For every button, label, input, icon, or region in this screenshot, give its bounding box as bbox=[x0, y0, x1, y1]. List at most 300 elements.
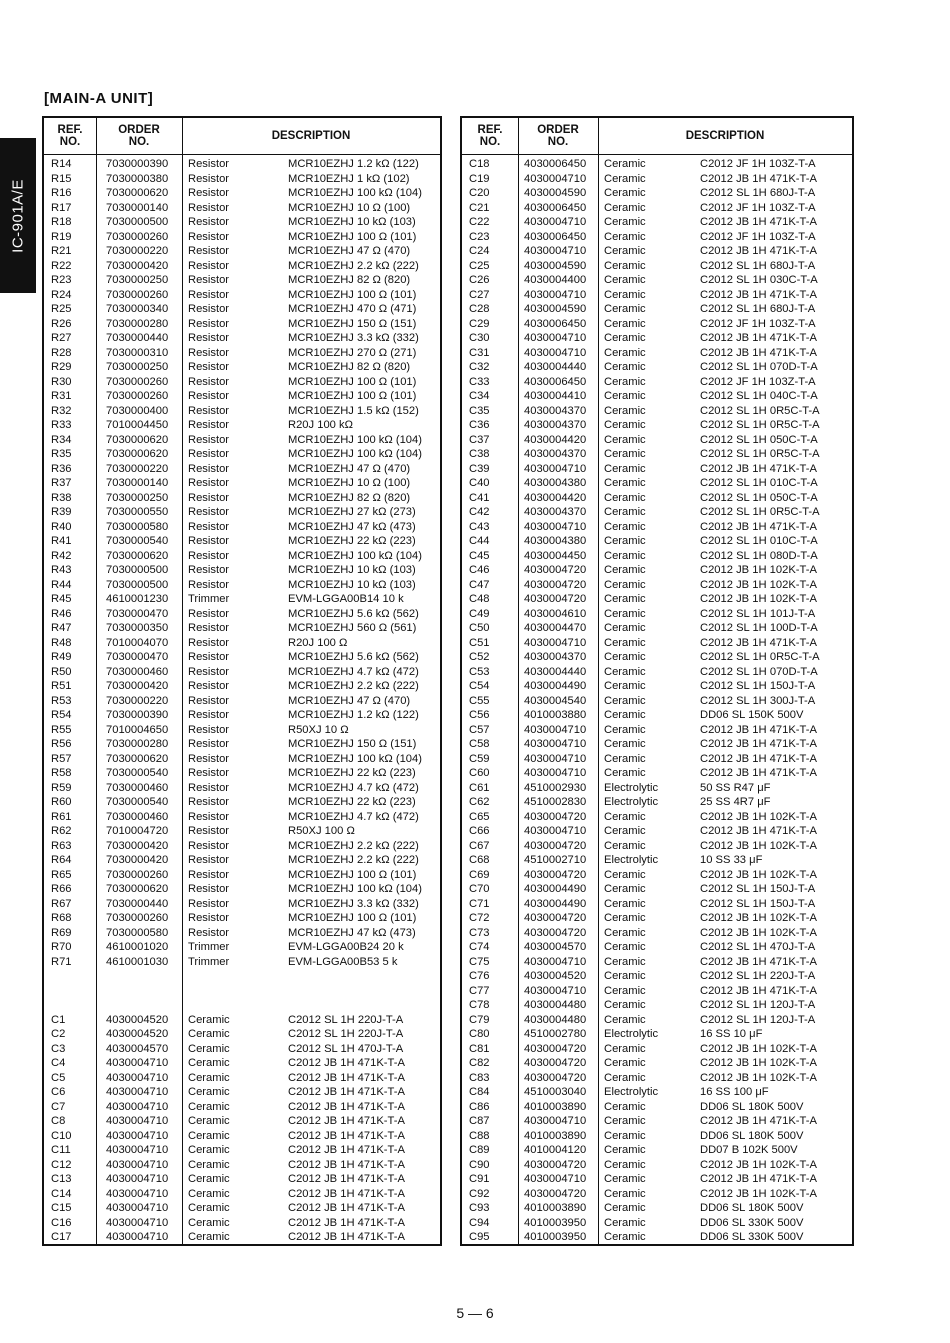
part-type: Resistor bbox=[188, 491, 230, 504]
part-spec: C2012 JB 1H 471K-T-A bbox=[700, 1173, 817, 1185]
part-spec: MCR10EZHJ 560 Ω (561) bbox=[288, 622, 417, 634]
part-type: Resistor bbox=[188, 245, 230, 257]
part-type: Ceramic bbox=[604, 216, 646, 228]
part-spec: C2012 SL 1H 040C-T-A bbox=[700, 390, 818, 402]
order-no: 7030000550 bbox=[106, 506, 169, 518]
table-row bbox=[44, 984, 440, 999]
table-row bbox=[44, 607, 440, 622]
part-type: Resistor bbox=[188, 897, 230, 910]
part-type: Resistor bbox=[188, 230, 230, 243]
order-no: 4030004590 bbox=[524, 259, 587, 272]
ref-no: R71 bbox=[51, 955, 72, 968]
table-row bbox=[44, 694, 440, 709]
ref-no: C26 bbox=[469, 274, 490, 286]
table-row bbox=[462, 607, 852, 622]
part-type: Resistor bbox=[188, 622, 230, 634]
part-spec: 50 SS R47 μF bbox=[700, 781, 771, 794]
order-no: 7030000140 bbox=[106, 201, 169, 214]
part-type: Resistor bbox=[188, 477, 230, 489]
order-no: 7030000350 bbox=[106, 622, 169, 634]
part-type: Ceramic bbox=[604, 926, 646, 939]
part-spec: MCR10EZHJ 1.2 kΩ (122) bbox=[288, 709, 419, 721]
table-row bbox=[462, 984, 852, 999]
part-spec: MCR10EZHJ 100 kΩ (104) bbox=[288, 448, 422, 460]
part-type: Ceramic bbox=[604, 709, 646, 721]
ref-no: C12 bbox=[51, 1158, 72, 1171]
part-type: Ceramic bbox=[604, 1042, 646, 1055]
order-no: 4030004720 bbox=[524, 810, 587, 823]
table-row bbox=[462, 302, 852, 317]
order-no: 4030004710 bbox=[524, 825, 587, 837]
table-row bbox=[462, 679, 852, 694]
part-type: Resistor bbox=[188, 607, 230, 620]
ref-no: R39 bbox=[51, 506, 72, 518]
table-row bbox=[44, 650, 440, 665]
part-spec: C2012 JB 1H 471K-T-A bbox=[700, 520, 817, 533]
part-spec: MCR10EZHJ 4.7 kΩ (472) bbox=[288, 781, 419, 794]
part-type: Ceramic bbox=[604, 477, 646, 489]
ref-no: C55 bbox=[469, 694, 490, 707]
table-row bbox=[462, 998, 852, 1013]
part-spec: DD06 SL 150K 500V bbox=[700, 709, 804, 721]
part-spec: C2012 JB 1H 471K-T-A bbox=[700, 346, 817, 359]
part-type: Ceramic bbox=[604, 230, 646, 243]
table-row bbox=[44, 259, 440, 274]
table-row bbox=[462, 1114, 852, 1129]
part-spec: C2012 JB 1H 102K-T-A bbox=[700, 926, 817, 939]
part-type: Resistor bbox=[188, 520, 230, 533]
ref-no: R41 bbox=[51, 535, 72, 547]
ref-no: R15 bbox=[51, 172, 72, 185]
part-type: Resistor bbox=[188, 187, 230, 199]
table-row bbox=[462, 563, 852, 578]
part-spec: C2012 SL 1H 070D-T-A bbox=[700, 665, 818, 678]
table-row bbox=[44, 404, 440, 419]
table-row bbox=[44, 505, 440, 520]
part-spec: C2012 SL 1H 680J-T-A bbox=[700, 303, 816, 315]
part-spec: C2012 JB 1H 102K-T-A bbox=[700, 593, 817, 605]
part-type: Resistor bbox=[188, 549, 230, 562]
order-no: 4030004710 bbox=[524, 520, 587, 533]
order-no: 4030004590 bbox=[524, 187, 587, 199]
table-row bbox=[44, 1158, 440, 1173]
order-no: 7030000500 bbox=[106, 564, 169, 576]
part-spec: MCR10EZHJ 1.5 kΩ (152) bbox=[288, 404, 419, 417]
part-spec: C2012 JB 1H 471K-T-A bbox=[288, 1173, 405, 1185]
part-type: Resistor bbox=[188, 375, 230, 388]
order-no: 4030004520 bbox=[106, 1028, 169, 1040]
order-no: 7030000260 bbox=[106, 375, 169, 388]
order-no: 7030000620 bbox=[106, 549, 169, 562]
ref-no: R22 bbox=[51, 259, 72, 272]
part-spec: MCR10EZHJ 1 kΩ (102) bbox=[288, 172, 410, 185]
ref-no: R32 bbox=[51, 404, 72, 417]
part-spec: C2012 SL 1H 680J-T-A bbox=[700, 187, 816, 199]
part-spec: MCR10EZHJ 10 kΩ (103) bbox=[288, 216, 416, 228]
table-row bbox=[44, 331, 440, 346]
ref-no: R28 bbox=[51, 346, 72, 359]
order-no: 7010004070 bbox=[106, 636, 169, 649]
table-row bbox=[44, 244, 440, 259]
order-no: 7010004450 bbox=[106, 419, 169, 431]
part-type: Ceramic bbox=[604, 984, 646, 997]
part-type: Resistor bbox=[188, 274, 230, 286]
part-type: Resistor bbox=[188, 361, 230, 373]
part-spec: MCR10EZHJ 150 Ω (151) bbox=[288, 738, 417, 750]
ref-no: C57 bbox=[469, 723, 490, 736]
part-type: Ceramic bbox=[604, 839, 646, 852]
part-type: Ceramic bbox=[604, 375, 646, 388]
part-spec: C2012 SL 1H 0R5C-T-A bbox=[700, 506, 820, 518]
order-no: 4510002830 bbox=[524, 796, 587, 808]
table-row bbox=[462, 636, 852, 651]
part-type: Resistor bbox=[188, 506, 230, 518]
order-no: 4030004710 bbox=[524, 1173, 587, 1185]
ref-no: C93 bbox=[469, 1202, 490, 1214]
part-spec: C2012 SL 1H 050C-T-A bbox=[700, 491, 818, 504]
part-spec: C2012 JB 1H 102K-T-A bbox=[700, 912, 817, 924]
part-type: Ceramic bbox=[188, 1202, 230, 1214]
order-no: 7030000620 bbox=[106, 433, 169, 446]
part-type: Ceramic bbox=[188, 1071, 230, 1084]
part-spec: C2012 SL 1H 150J-T-A bbox=[700, 883, 816, 895]
order-no: 7010004650 bbox=[106, 723, 169, 736]
table-row bbox=[44, 273, 440, 288]
part-spec: MCR10EZHJ 10 kΩ (103) bbox=[288, 578, 416, 591]
table-row bbox=[462, 940, 852, 955]
table-row bbox=[462, 186, 852, 201]
part-spec: C2012 JB 1H 471K-T-A bbox=[700, 288, 817, 301]
table-row bbox=[44, 868, 440, 883]
order-no: 7030000540 bbox=[106, 796, 169, 808]
table-row bbox=[44, 636, 440, 651]
table-row bbox=[462, 1042, 852, 1057]
part-spec: MCR10EZHJ 100 kΩ (104) bbox=[288, 752, 422, 765]
part-type: Resistor bbox=[188, 433, 230, 446]
table-row bbox=[44, 781, 440, 796]
part-type: Ceramic bbox=[604, 346, 646, 359]
order-no: 4030004370 bbox=[524, 651, 587, 663]
ref-no: C37 bbox=[469, 433, 490, 446]
part-spec: C2012 JB 1H 471K-T-A bbox=[700, 245, 817, 257]
ref-no: C82 bbox=[469, 1057, 490, 1069]
order-no: 7030000620 bbox=[106, 752, 169, 765]
part-type: Ceramic bbox=[604, 564, 646, 576]
table-row bbox=[44, 534, 440, 549]
table-row bbox=[44, 578, 440, 593]
part-type: Ceramic bbox=[604, 332, 646, 344]
ref-no: R70 bbox=[51, 941, 72, 953]
part-spec: C2012 JB 1H 471K-T-A bbox=[288, 1086, 405, 1098]
order-no: 4030004720 bbox=[524, 1187, 587, 1200]
part-spec: C2012 SL 1H 0R5C-T-A bbox=[700, 651, 820, 663]
part-spec: C2012 SL 1H 0R5C-T-A bbox=[700, 448, 820, 460]
order-no: 7030000220 bbox=[106, 462, 169, 475]
table-row bbox=[44, 288, 440, 303]
part-spec: C2012 SL 1H 470J-T-A bbox=[700, 941, 816, 953]
order-no: 7030000620 bbox=[106, 448, 169, 460]
part-type: Ceramic bbox=[604, 1216, 646, 1229]
part-type: Resistor bbox=[188, 781, 230, 794]
ref-no: C38 bbox=[469, 448, 490, 460]
header-description: DESCRIPTION bbox=[685, 130, 765, 142]
ref-no: R27 bbox=[51, 332, 72, 344]
part-type: Ceramic bbox=[604, 955, 646, 968]
ref-no: C84 bbox=[469, 1086, 490, 1098]
part-spec: C2012 SL 1H 101J-T-A bbox=[700, 607, 816, 620]
table-row bbox=[44, 940, 440, 955]
part-spec: MCR10EZHJ 2.2 kΩ (222) bbox=[288, 839, 419, 852]
ref-no: R63 bbox=[51, 839, 72, 852]
ref-no: C52 bbox=[469, 651, 490, 663]
part-type: Ceramic bbox=[188, 1231, 230, 1243]
part-spec: C2012 JB 1H 471K-T-A bbox=[700, 825, 817, 837]
part-spec: MCR10EZHJ 5.6 kΩ (562) bbox=[288, 607, 419, 620]
ref-no: R51 bbox=[51, 680, 72, 692]
ref-no: C66 bbox=[469, 825, 490, 837]
ref-no: R44 bbox=[51, 578, 72, 591]
ref-no: C8 bbox=[51, 1115, 66, 1127]
part-spec: MCR10EZHJ 100 kΩ (104) bbox=[288, 549, 422, 562]
part-spec: C2012 JB 1H 471K-T-A bbox=[700, 767, 817, 779]
part-type: Resistor bbox=[188, 259, 230, 272]
table-row bbox=[44, 389, 440, 404]
table-row bbox=[462, 520, 852, 535]
table-row bbox=[462, 781, 852, 796]
part-spec: MCR10EZHJ 4.7 kΩ (472) bbox=[288, 810, 419, 823]
table-row bbox=[44, 302, 440, 317]
order-no: 4030004710 bbox=[524, 1115, 587, 1127]
order-no: 7030000380 bbox=[106, 172, 169, 185]
order-no: 4010003890 bbox=[524, 1129, 587, 1142]
part-spec: C2012 SL 1H 010C-T-A bbox=[700, 477, 818, 489]
part-spec: MCR10EZHJ 270 Ω (271) bbox=[288, 346, 417, 359]
part-spec: C2012 SL 1H 120J-T-A bbox=[700, 1013, 816, 1026]
order-no: 4030004610 bbox=[524, 607, 587, 620]
ref-no: R55 bbox=[51, 723, 72, 736]
ref-no: C13 bbox=[51, 1173, 72, 1185]
part-spec: DD06 SL 330K 500V bbox=[700, 1231, 804, 1243]
part-spec: R50XJ 10 Ω bbox=[288, 723, 349, 736]
order-no: 4030004710 bbox=[524, 984, 587, 997]
header-order-no: ORDER NO. bbox=[118, 124, 160, 148]
table-row bbox=[44, 433, 440, 448]
part-spec: MCR10EZHJ 47 Ω (470) bbox=[288, 462, 411, 475]
ref-no: R29 bbox=[51, 361, 72, 373]
part-spec: C2012 JB 1H 471K-T-A bbox=[700, 752, 817, 765]
order-no: 7030000580 bbox=[106, 926, 169, 939]
order-no: 7030000260 bbox=[106, 868, 169, 881]
order-no: 4030004710 bbox=[106, 1231, 169, 1243]
ref-no: C78 bbox=[469, 999, 490, 1011]
part-type: Ceramic bbox=[604, 506, 646, 518]
part-spec: MCR10EZHJ 2.2 kΩ (222) bbox=[288, 259, 419, 272]
order-no: 4030004490 bbox=[524, 897, 587, 910]
table-row bbox=[44, 911, 440, 926]
table-row bbox=[462, 1172, 852, 1187]
ref-no: R19 bbox=[51, 230, 72, 243]
order-no: 4030004370 bbox=[524, 506, 587, 518]
table-row bbox=[462, 723, 852, 738]
part-spec: R50XJ 100 Ω bbox=[288, 825, 355, 837]
part-spec: C2012 JB 1H 471K-T-A bbox=[700, 1115, 817, 1127]
part-type: Ceramic bbox=[188, 1173, 230, 1185]
ref-no: C40 bbox=[469, 477, 490, 489]
ref-no: C47 bbox=[469, 578, 490, 591]
table-row bbox=[462, 694, 852, 709]
part-type: Ceramic bbox=[604, 317, 646, 330]
order-no: 4030004710 bbox=[106, 1144, 169, 1156]
order-no: 7030000420 bbox=[106, 259, 169, 272]
order-no: 7030000260 bbox=[106, 288, 169, 301]
part-type: Ceramic bbox=[604, 636, 646, 649]
part-type: Ceramic bbox=[604, 680, 646, 692]
table-row bbox=[44, 1143, 440, 1158]
table-row bbox=[462, 505, 852, 520]
order-no: 7030000260 bbox=[106, 390, 169, 402]
ref-no: C54 bbox=[469, 680, 490, 692]
order-no: 4030004540 bbox=[524, 694, 587, 707]
ref-no: C56 bbox=[469, 709, 490, 721]
order-no: 4030004710 bbox=[524, 752, 587, 765]
part-type: Resistor bbox=[188, 680, 230, 692]
order-no: 4030004480 bbox=[524, 1013, 587, 1026]
table-row bbox=[44, 708, 440, 723]
ref-no: C86 bbox=[469, 1100, 490, 1113]
part-spec: C2012 JB 1H 102K-T-A bbox=[700, 1158, 817, 1171]
table-row bbox=[44, 491, 440, 506]
order-no: 4030004420 bbox=[524, 491, 587, 504]
part-spec: MCR10EZHJ 82 Ω (820) bbox=[288, 274, 411, 286]
table-row bbox=[44, 824, 440, 839]
table-row bbox=[462, 752, 852, 767]
ref-no: R23 bbox=[51, 274, 72, 286]
order-no: 4010004120 bbox=[524, 1144, 587, 1156]
part-type: Ceramic bbox=[188, 1144, 230, 1156]
part-type: Resistor bbox=[188, 404, 230, 417]
part-type: Ceramic bbox=[604, 187, 646, 199]
table-row bbox=[462, 969, 852, 984]
ref-no: C72 bbox=[469, 912, 490, 924]
ref-no: C42 bbox=[469, 506, 490, 518]
table-row bbox=[462, 418, 852, 433]
model-side-tab bbox=[0, 138, 36, 293]
ref-no: C43 bbox=[469, 520, 490, 533]
part-type: Resistor bbox=[188, 926, 230, 939]
part-type: Resistor bbox=[188, 288, 230, 301]
table-row bbox=[44, 766, 440, 781]
order-no: 4030004410 bbox=[524, 390, 587, 402]
ref-no: C94 bbox=[469, 1216, 490, 1229]
parts-table-right bbox=[460, 116, 854, 1246]
table-row bbox=[44, 1100, 440, 1115]
part-type: Ceramic bbox=[604, 607, 646, 620]
order-no: 7030000580 bbox=[106, 520, 169, 533]
part-spec: 16 SS 10 μF bbox=[700, 1028, 763, 1040]
page-number: 5 — 6 bbox=[456, 1305, 494, 1321]
part-spec: MCR10EZHJ 100 Ω (101) bbox=[288, 375, 417, 388]
part-spec: MCR10EZHJ 3.3 kΩ (332) bbox=[288, 897, 419, 910]
part-spec: C2012 SL 1H 150J-T-A bbox=[700, 680, 816, 692]
order-no: 4030004450 bbox=[524, 549, 587, 562]
part-spec: MCR10EZHJ 100 kΩ (104) bbox=[288, 187, 422, 199]
order-no: 4030004710 bbox=[524, 288, 587, 301]
table-row bbox=[462, 839, 852, 854]
table-row bbox=[44, 1042, 440, 1057]
order-no: 4030004400 bbox=[524, 274, 587, 286]
part-spec: C2012 SL 1H 680J-T-A bbox=[700, 259, 816, 272]
order-no: 4030004570 bbox=[524, 941, 587, 953]
order-no: 4610001230 bbox=[106, 593, 169, 605]
part-type: Ceramic bbox=[604, 172, 646, 185]
order-no: 7030000420 bbox=[106, 839, 169, 852]
part-spec: C2012 JB 1H 471K-T-A bbox=[288, 1202, 405, 1214]
order-no: 4010003890 bbox=[524, 1100, 587, 1113]
part-spec: C2012 JB 1H 471K-T-A bbox=[700, 723, 817, 736]
table-row bbox=[44, 839, 440, 854]
table-row bbox=[462, 273, 852, 288]
order-no: 7030000620 bbox=[106, 883, 169, 895]
section-title: [MAIN-A UNIT] bbox=[44, 90, 154, 107]
part-type: Ceramic bbox=[604, 767, 646, 779]
part-type: Resistor bbox=[188, 303, 230, 315]
table-row bbox=[44, 1056, 440, 1071]
table-row bbox=[462, 172, 852, 187]
part-spec: MCR10EZHJ 100 Ω (101) bbox=[288, 390, 417, 402]
ref-no: R43 bbox=[51, 564, 72, 576]
part-type: Ceramic bbox=[604, 883, 646, 895]
table-row bbox=[44, 810, 440, 825]
ref-no: C61 bbox=[469, 781, 490, 794]
ref-no: C60 bbox=[469, 767, 490, 779]
ref-no: R37 bbox=[51, 477, 72, 489]
ref-no: R16 bbox=[51, 187, 72, 199]
part-type: Electrolytic bbox=[604, 796, 659, 808]
ref-no: R49 bbox=[51, 651, 72, 663]
ref-no: C10 bbox=[51, 1129, 72, 1142]
part-spec: C2012 JB 1H 102K-T-A bbox=[700, 1071, 817, 1084]
order-no: 4030004710 bbox=[524, 332, 587, 344]
ref-no: C31 bbox=[469, 346, 490, 359]
part-type: Resistor bbox=[188, 158, 230, 170]
ref-no: R30 bbox=[51, 375, 72, 388]
part-type: Electrolytic bbox=[604, 781, 659, 794]
ref-no: C44 bbox=[469, 535, 490, 547]
part-type: Resistor bbox=[188, 216, 230, 228]
ref-no: R18 bbox=[51, 216, 72, 228]
part-type: Trimmer bbox=[188, 941, 230, 953]
table-row bbox=[462, 1129, 852, 1144]
part-type: Ceramic bbox=[604, 1115, 646, 1127]
order-no: 4010003890 bbox=[524, 1202, 587, 1214]
table-row bbox=[44, 1013, 440, 1028]
table-row bbox=[44, 215, 440, 230]
part-type: Ceramic bbox=[604, 390, 646, 402]
part-type: Ceramic bbox=[604, 999, 646, 1011]
order-no: 7030000540 bbox=[106, 535, 169, 547]
table-row bbox=[44, 679, 440, 694]
part-spec: MCR10EZHJ 22 kΩ (223) bbox=[288, 767, 416, 779]
table-row bbox=[462, 810, 852, 825]
order-no: 4030004710 bbox=[524, 462, 587, 475]
part-type: Trimmer bbox=[188, 955, 230, 968]
part-type: Resistor bbox=[188, 810, 230, 823]
part-spec: C2012 SL 1H 030C-T-A bbox=[700, 274, 818, 286]
part-spec: C2012 JB 1H 471K-T-A bbox=[288, 1158, 405, 1171]
ref-no: C2 bbox=[51, 1028, 66, 1040]
table-row bbox=[44, 563, 440, 578]
ref-no: R69 bbox=[51, 926, 72, 939]
